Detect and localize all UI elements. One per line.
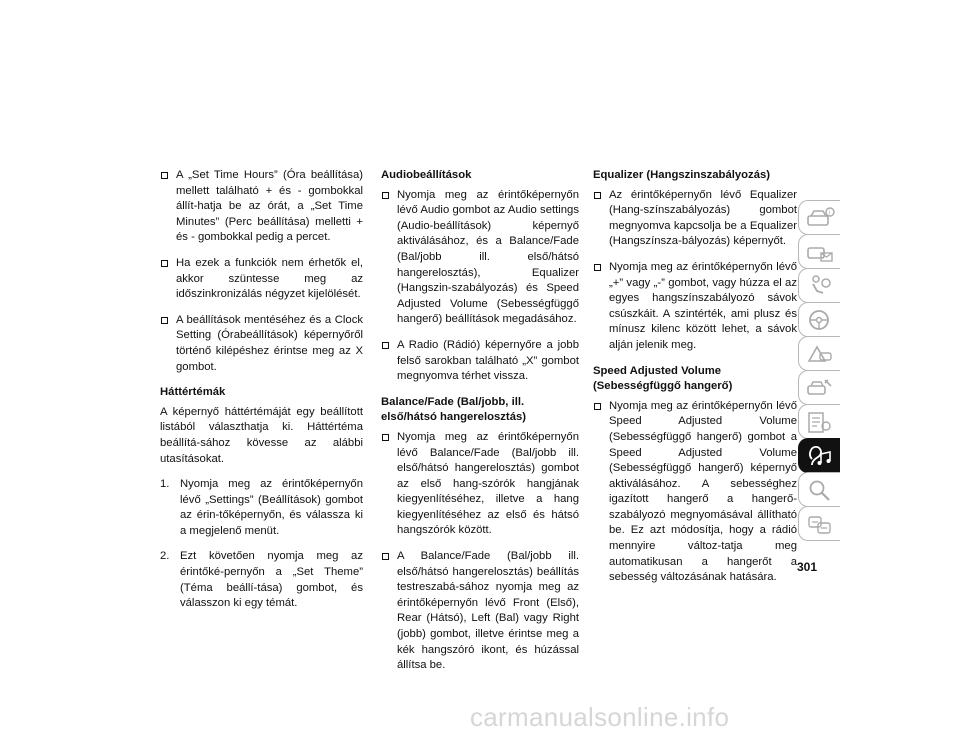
bullet-text: A Radio (Rádió) képernyőre a jobb felső sarokban található „X” gombot megnyomva térhet vissza. [397, 338, 579, 383]
checkbox-bullet-icon [594, 264, 601, 271]
tab-search[interactable] [798, 472, 840, 507]
steering-wheel-icon [805, 307, 835, 334]
tab-emergency[interactable] [798, 336, 840, 371]
checkbox-bullet-icon [594, 192, 601, 199]
specifications-icon [805, 409, 835, 436]
svg-text:i: i [828, 209, 831, 217]
language-icon [805, 511, 835, 538]
step-text: Ezt követően nyomja meg az érintőké-pernyőn a „Set Theme” (Téma beállí-tása) gombot, és válasszon ki egy témát. [180, 550, 363, 610]
bullet-item [381, 188, 579, 328]
tab-specifications[interactable] [798, 404, 840, 439]
checkbox-bullet-icon [594, 403, 601, 410]
service-car-icon [805, 375, 835, 402]
numbered-step [160, 549, 363, 611]
checkbox-bullet-icon [161, 260, 168, 267]
bullet-item [381, 338, 579, 385]
section-heading: Háttértémák [160, 386, 226, 399]
checkbox-bullet-icon [382, 553, 389, 560]
multimedia-icon [805, 443, 835, 470]
bullet-text: Nyomja meg az érintőképernyőn lévő Speed Adjusted Volume (Sebességfüggő hangerő) gombot a Speed Adjusted Volume (Sebességfüggő hangerő) képernyő aktiválásához. A sebességhez igazított hangerő a hangerő-szabályozó megnyomásával állítható be. Ez azt módosítja, hogy a rádió mennyire változ-tatja meg automatikusan a hangerőt a sebesség változásának hatására. [609, 399, 797, 584]
section-heading: Speed Adjusted Volume (Sebességfüggő hangerő) [593, 364, 733, 393]
bullet-item [381, 430, 579, 539]
step-number: 1. [160, 478, 170, 491]
bullet-text: A „Set Time Hours” (Óra beállítása) mellett található + és - gombokkal állít-hatja be az órát, a „Set Time Minutes” (Perc beállítása) melletti + és - gombokkal pedig a percet. [176, 169, 363, 244]
bullet-item [160, 168, 363, 246]
bullet-item [593, 188, 797, 250]
checkbox-bullet-icon [382, 192, 389, 199]
numbered-step [160, 477, 363, 539]
bullet-text: Nyomja meg az érintőképernyőn lévő „+” vagy „-” gombot, vagy húzza el az egyes hangszínszabályozó sávok csúszkáit. A szintérték, ami plusz és mínusz kilenc között lehet, a sávok alján jelenik meg. [609, 260, 797, 351]
bullet-text: Nyomja meg az érintőképernyőn lévő Balance/Fade (Bal/jobb ill. első/hátsó hangerelosztás) gombot az első hang-szórók hangjának kiegyenlítéséhez, illetve a hang kiegyenlítéséhez az első és hátsó hangszórók között. [397, 430, 579, 537]
section-heading: Equalizer (Hangszinszabályozás) [593, 169, 771, 181]
column-2 [381, 168, 579, 684]
tab-airbag[interactable] [798, 268, 840, 303]
bullet-text: Nyomja meg az érintőképernyőn lévő Audio gombot az Audio settings (Audio-beállítások) képernyő aktiválásához, és a Balance/Fade (Bal/jobb ill. első/hátsó hangerelosztás), Equalizer (Hangszin-szabályozás) és Speed Adjusted Volume (Sebességfüggő hangerő) beállítások megadásához. [397, 188, 579, 326]
bullet-item [381, 549, 579, 674]
watermark: carmanualsonline.info [470, 702, 730, 732]
paragraph: A képernyő háttértémáját egy beállított listából választhatja ki. Háttértéma beállítá-sához kövesse az alábbi utasításokat. [160, 405, 363, 465]
page-number: 301 [797, 560, 818, 574]
warning-lights-icon [805, 239, 835, 266]
section-heading: Balance/Fade (Bal/jobb, ill. első/hátsó hangerelosztás) [381, 395, 527, 424]
tab-service-car[interactable] [798, 370, 840, 405]
tab-car-info[interactable] [798, 200, 840, 235]
checkbox-bullet-icon [161, 317, 168, 324]
column-3 [593, 168, 797, 596]
bullet-item [593, 260, 797, 354]
step-text: Nyomja meg az érintőképernyőn lévő „Settings” (Beállítások) gombot az érin-tőképernyőn, és válassza ki a megjelenő menüt. [180, 478, 363, 537]
airbag-icon [805, 273, 835, 300]
bullet-text: Ha ezek a funkciók nem érhetők el, akkor szüntesse meg az időszinkronizálás négyzet kijelölését. [176, 256, 363, 301]
checkbox-bullet-icon [382, 434, 389, 441]
bullet-item [593, 399, 797, 586]
chapter-tabs [798, 200, 840, 542]
bullet-text: Az érintőképernyőn lévő Equalizer (Hang-színszabályozás) gombot megnyomva kapcsolja be a Equalizer (Hangszínsza-bályozás) képernyőt. [609, 188, 797, 248]
car-info-icon [805, 205, 835, 232]
bullet-item [160, 313, 363, 375]
checkbox-bullet-icon [161, 172, 168, 179]
tab-language[interactable] [798, 506, 840, 541]
tab-warning-lights[interactable] [798, 234, 840, 269]
bullet-item [160, 256, 363, 303]
search-icon [805, 477, 835, 504]
bullet-text: A beállítások mentéséhez és a Clock Setting (Órabeállítások) képernyőről történő kilépéshez érintse meg az X gombot. [176, 313, 363, 373]
section-heading: Audiobeállítások [381, 169, 472, 181]
tab-steering-wheel[interactable] [798, 302, 840, 337]
checkbox-bullet-icon [382, 342, 389, 349]
tab-multimedia[interactable] [798, 438, 840, 473]
emergency-icon [805, 341, 835, 368]
step-number: 2. [160, 550, 170, 563]
column-1 [160, 168, 363, 622]
bullet-text: A Balance/Fade (Bal/jobb ill. első/hátsó hangerelosztás) beállítás testreszabá-sához nyomja meg az érintőképernyőn lévő Front (Első), Rear (Hátsó), Left (Bal) vagy Right (jobb) gombot, illetve érintse meg a kék hangszóró ikont, és húzással állítsa be. [397, 550, 579, 672]
